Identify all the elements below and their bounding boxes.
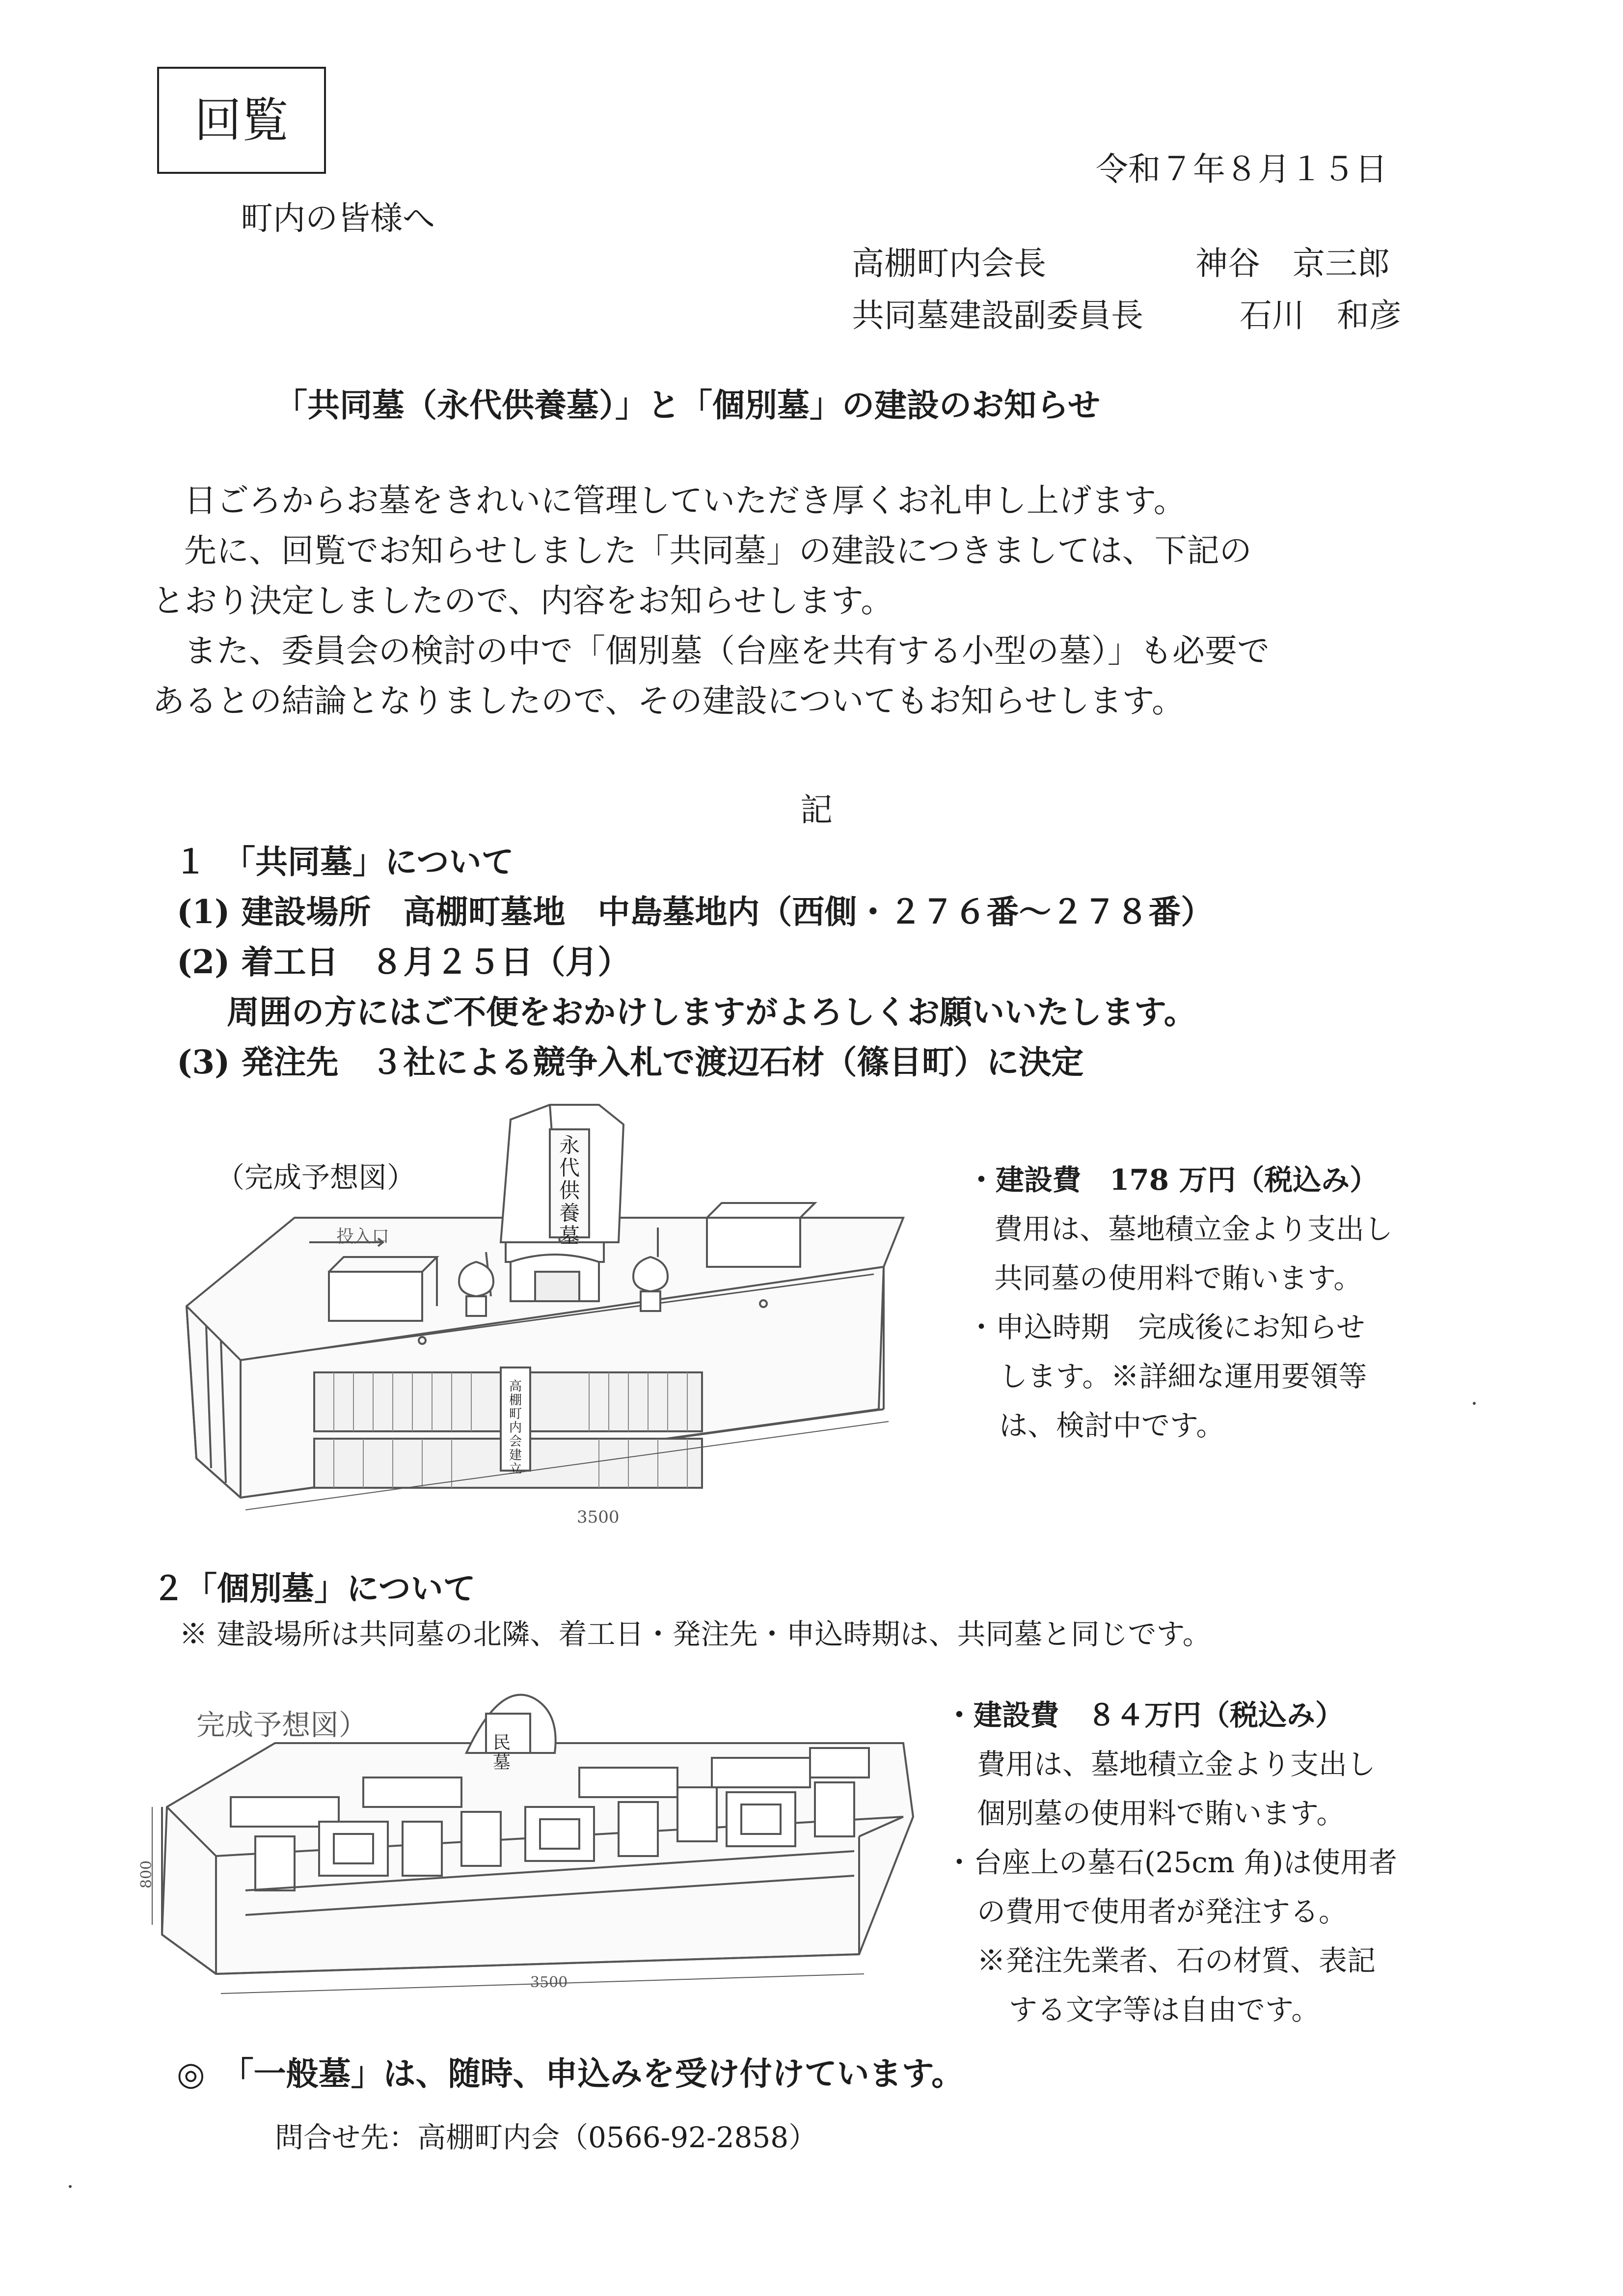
contact-info: 問合せ先：高棚町内会（0566-92-2858） <box>275 2121 817 2154</box>
signatory-name: 神谷 京三郎 <box>1195 245 1390 282</box>
body-line: 先に、回覧でお知らせしました「共同墓」の建設につきましては、下記の <box>184 532 1252 570</box>
body-line: とおり決定しましたので、内容をお知らせします。 <box>152 582 893 620</box>
section1-cost: ・建設費 178 万円（税込み） <box>967 1163 1379 1197</box>
signature-block <box>852 242 1402 338</box>
communal-grave-drawing <box>167 1095 947 1532</box>
section2-gravestone-note: ・台座上の墓石(25cm 角)は使用者 <box>945 1846 1397 1879</box>
width-dimension: 3500 <box>577 1507 620 1527</box>
section2-heading: ２「個別墓」について <box>152 1569 476 1608</box>
sample-gravestone-inscription: 民墓 <box>492 1733 511 1773</box>
document-date: 令和７年８月１５日 <box>1096 150 1387 188</box>
section1-note: します。※詳細な運用要領等 <box>999 1360 1367 1393</box>
signatory-role: 共同墓建設副委員長 <box>852 297 1143 334</box>
section2-note: ※ 建設場所は共同墓の北隣、着工日・発注先・申込時期は、共同墓と同じです。 <box>179 1617 1211 1651</box>
section1-item: (2) 着工日 ８月２５日（月） <box>177 943 630 981</box>
section1-heading: １ 「共同墓」について <box>174 843 514 881</box>
monument-inscription: 永代供養墓 <box>559 1133 580 1248</box>
section1-item: 周囲の方にはご不便をおかけしますがよろしくお願いいたします。 <box>227 993 1196 1031</box>
section2-cost: ・建設費 ８４万円（税込み） <box>945 1698 1344 1732</box>
ki-heading: 記 <box>800 791 833 829</box>
addressee: 町内の皆様へ <box>241 199 435 237</box>
signatory-role: 高棚町内会長 <box>852 245 1046 282</box>
entrance-label: 投入口 <box>336 1227 390 1247</box>
section2-note: の費用で使用者が発注する。 <box>977 1895 1348 1928</box>
section2-note: 個別墓の使用料で賄います。 <box>977 1797 1345 1830</box>
plaque-inscription: 高棚町内会建立 <box>509 1379 522 1476</box>
section1-item: (1) 建設場所 高棚町墓地 中島墓地内（西側・２７６番～２７８番） <box>177 893 1214 931</box>
section1-application: ・申込時期 完成後にお知らせ <box>967 1311 1365 1344</box>
general-grave-notice: ◎ 「一般墓」は、随時、申込みを受け付けています。 <box>177 2054 964 2093</box>
signatory-vice-chair <box>852 294 1402 338</box>
section1-note: 費用は、墓地積立金より支出し <box>994 1212 1393 1246</box>
notice-title: 「共同墓（永代供養墓）」と「個別墓」の建設のお知らせ <box>275 386 1101 424</box>
section1-note: 共同墓の使用料で賄います。 <box>994 1261 1362 1295</box>
section1-item: (3) 発注先 ３社による競争入札で渡辺石材（篠目町）に決定 <box>177 1043 1084 1081</box>
body-line: あるとの結論となりましたので、その建設についてもお知らせします。 <box>152 682 1185 720</box>
signatory-chair <box>852 242 1402 286</box>
circulation-stamp: 回覧 <box>157 67 326 174</box>
signatory-name: 石川 和彦 <box>1240 297 1402 334</box>
section2-note: ※発注先業者、石の材質、表記 <box>977 1944 1376 1977</box>
width-dimension: 3500 <box>530 1974 568 1991</box>
section2-note: する文字等は自由です。 <box>1009 1993 1320 2026</box>
height-dimension: 800 <box>138 1860 156 1889</box>
section1-note: は、検討中です。 <box>999 1409 1225 1442</box>
figure1-caption: （完成予想図） <box>216 1161 416 1194</box>
section2-note: 費用は、墓地積立金より支出し <box>977 1748 1376 1781</box>
body-line: また、委員会の検討の中で「個別墓（台座を共有する小型の墓）」も必要で <box>184 632 1270 670</box>
body-line: 日ごろからお墓をきれいに管理していただき厚くお礼申し上げます。 <box>184 482 1186 519</box>
figure2-caption: 完成予想図） <box>196 1708 368 1742</box>
